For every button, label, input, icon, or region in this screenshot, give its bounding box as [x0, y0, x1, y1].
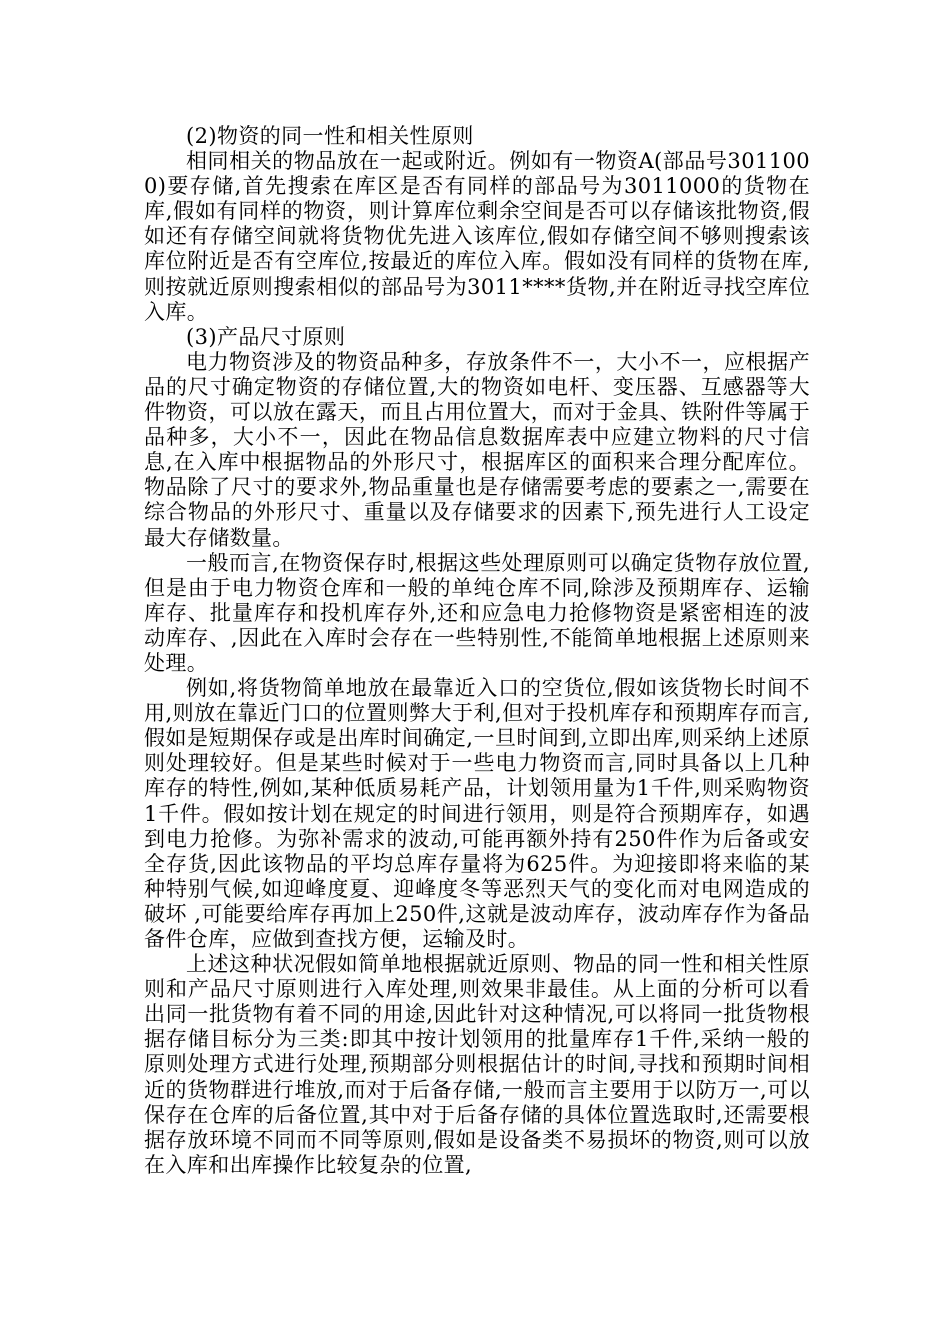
paragraph-example: 例如,将货物简单地放在最靠近入口的空货位,假如该货物长时间不用,则放在靠近门口的位置则弊大于利,但对于投机库存和预期库存而言,假如是短期保存或是出库时间确定,一旦时间到,立即出库,则采纳上述原则处理较好。但是某些时候对于一些电力物资而言,同时具备以上几种库存的特性,例如,某种低质易耗产品，计划领用量为1千件,则采购物资1千件。假如按计划在规定的时间进行领用，则是符合预期库存，如遇到电力抢修。为弥补需求的波动,可能再额外持有250件作为后备或安全存货,因此该物品的平均总库存量将为625件。为迎接即将来临的某种特别气候,如迎峰度夏、迎峰度冬等恶烈天气的变化而对电网造成的破坏 ,可能要给库存再加上250件,这就是波动库存，波动库存作为备品备件仓库，应做到查找方便，运输及时。 [144, 676, 810, 951]
paragraph-size-principle: 电力物资涉及的物资品种多，存放条件不一，大小不一，应根据产品的尺寸确定物资的存储位置,大的物资如电杆、变压器、互感器等大件物资，可以放在露天，而且占用位置大，而对于金具、铁附件等属于品种多，大小不一，因此在物品信息数据库表中应建立物料的尺寸信息,在入库中根据物品的外形尺寸，根据库区的面积来合理分配库位。物品除了尺寸的要求外,物品重量也是存储需要考虑的要素之一,需要在综合物品的外形尺寸、重量以及存储要求的因素下,预先进行人工设定最大存储数量。 [144, 349, 810, 550]
paragraph-special-inventory: 一般而言,在物资保存时,根据这些处理原则可以确定货物存放位置,但是由于电力物资仓库和一般的单纯仓库不同,除涉及预期库存、运输库存、批量库存和投机库存外,还和应急电力抢修物资是紧密相连的波动库存、,因此在入库时会存在一些特别性,不能简单地根据上述原则来处理。 [144, 550, 810, 675]
section-heading-size-principle: (3)产品尺寸原则 [186, 324, 346, 349]
paragraph-classification: 上述这种状况假如简单地根据就近原则、物品的同一性和相关性原则和产品尺寸原则进行入库处理,则效果非最佳。从上面的分析可以看出同一批货物有着不同的用途,因此针对这种情况,可以将同一批货物根据存储目标分为三类:即其中按计划领用的批量库存1千件,采纳一般的原则处理方式进行处理,预期部分则根据估计的时间,寻找和预期时间相近的货物群进行堆放,而对于后备存储,一般而言主要用于以防万一,可以保存在仓库的后备位置,其中对于后备存储的具体位置选取时,还需要根据存放环境不同而不同等原则,假如是设备类不易损坏的物资,则可以放在入库和出库操作比较复杂的位置, [144, 952, 810, 1177]
document-page [144, 124, 810, 1178]
paragraph-identity-principle: 相同相关的物品放在一起或附近。例如有一物资A(部品号3011000)要存储,首先搜索在库区是否有同样的部品号为3011000的货物在库,假如有同样的物资，则计算库位剩余空间是否可以存储该批物资,假如还有存储空间就将货物优先进入该库位,假如存储空间不够则搜索该库位附近是否有空库位,按最近的库位入库。假如没有同样的货物在库,则按就近原则搜索相似的部品号为3011****货物,并在附近寻找空库位入库。 [144, 149, 810, 324]
section-heading-identity-principle: (2)物资的同一性和相关性原则 [186, 124, 474, 148]
